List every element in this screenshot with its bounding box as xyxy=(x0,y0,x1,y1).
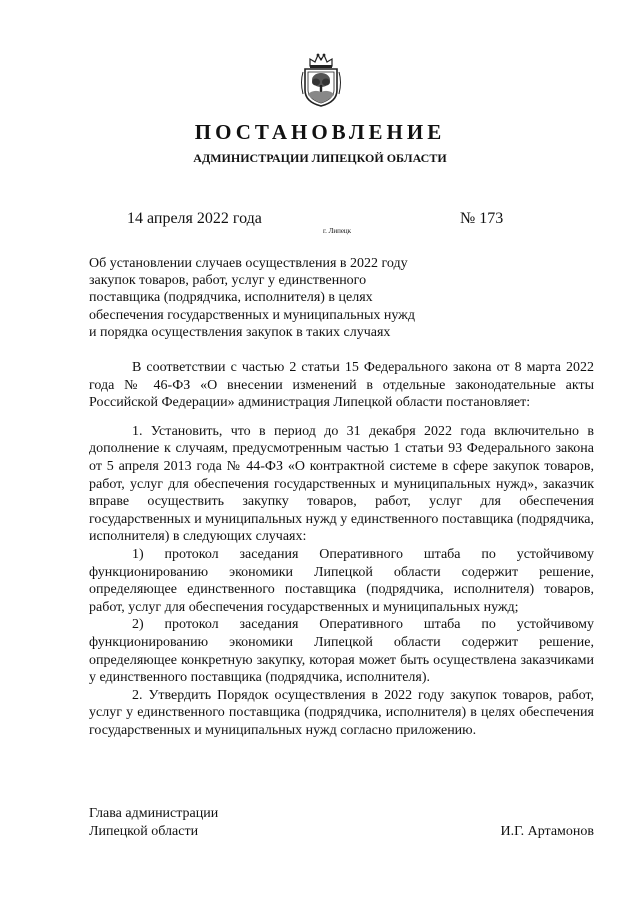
document-date: 14 апреля 2022 года xyxy=(127,210,262,227)
signature-block xyxy=(89,805,594,841)
item-1-1-paragraph: 1) протокол заседания Оперативного штаба по устойчивому функционированию экономики Липецкой области содержит решение, определяющее единственного поставщика (подрядчика, исполнителя) товаров, работ, услуг для обеспечения государственных и муниципальных нужд; xyxy=(89,546,594,615)
item-1-2-paragraph: 2) протокол заседания Оперативного штаба по устойчивому функционированию экономики Липецкой области содержит решение, определяющее конкретную закупку, которая может быть осуществлена заказчиками у единственного поставщика (подрядчика, исполнителя). xyxy=(89,617,594,686)
signatory-title-line1: Глава администрации xyxy=(89,806,219,821)
subject-line: Об установлении случаев осуществления в 2022 году xyxy=(89,256,408,271)
document-subject xyxy=(89,255,469,341)
item-2-paragraph: 2. Утвердить Порядок осуществления в 2022 году закупок товаров, работ, услуг у единственного поставщика (подрядчика, исполнителя) в целях обеспечения государственных и муниципальных нужд согласно приложению. xyxy=(89,687,594,738)
signatory-name: И.Г. Артамонов xyxy=(500,824,594,839)
document-title: ПОСТАНОВЛЕНИЕ xyxy=(194,120,446,144)
signatory-title-line2: Липецкой области xyxy=(89,824,199,839)
document-body xyxy=(89,359,594,739)
document-place: г. Липецк xyxy=(323,227,352,235)
document-number: № 173 xyxy=(460,210,504,227)
subject-line: закупок товаров, работ, услуг у единственного xyxy=(89,273,367,289)
issuer-name: АДМИНИСТРАЦИИ ЛИПЕЦКОЙ ОБЛАСТИ xyxy=(193,151,447,165)
preamble-paragraph: В соответствии с частью 2 статьи 15 Федерального закона от 8 марта 2022 года № 46-ФЗ «О внесении изменений в отдельные законодательные акты Российской Федерации» администрация Липецкой области постановляет: xyxy=(89,360,594,411)
subject-line: и порядка осуществления закупок в таких случаях xyxy=(89,324,391,340)
subject-line: поставщика (подрядчика, исполнителя) в целях xyxy=(89,290,373,306)
subject-line: обеспечения государственных и муниципальных нужд xyxy=(89,307,415,323)
lipetsk-coat-of-arms-icon xyxy=(298,52,344,108)
item-1-paragraph: 1. Установить, что в период до 31 декабря 2022 года включительно в дополнение к случаям, предусмотренным частью 1 статьи 93 Федерального закона от 5 апреля 2013 года № 44-ФЗ «О контрактной системе в сфере закупок товаров, работ, услуг для обеспечения государственных и муниципальных нужд», заказчик вправе осуществить закупку товаров, работ, услуг для обеспечения государственных и муниципальных нужд у единственного поставщика (подрядчика, исполнителя) в следующих случаях: xyxy=(89,423,594,545)
